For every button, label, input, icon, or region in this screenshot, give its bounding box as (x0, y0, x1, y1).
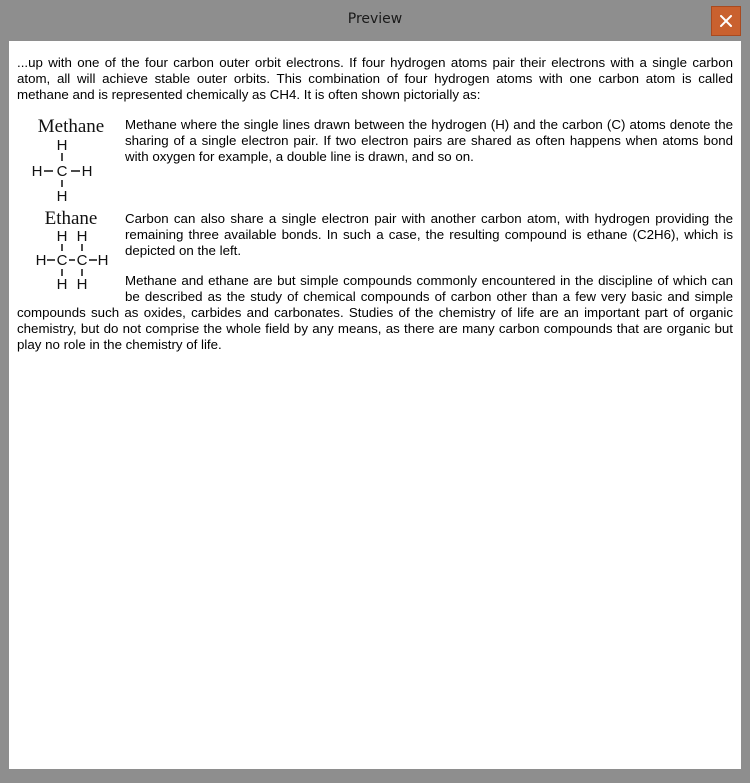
document-text (17, 55, 733, 353)
ethane-figure-title: Ethane (44, 208, 98, 229)
methane-h-left: H (31, 163, 43, 180)
ethane-c-1: C (56, 252, 68, 269)
ethane-h-bottom-1: H (56, 276, 68, 291)
intro-paragraph: ...up with one of the four carbon outer orbit electrons. If four hydrogen atoms pair their electrons with a single carbon atom, all will achieve stable outer orbits. This combination of four hydrogen atoms with one carbon atom is called methane and is represented chemically as CH4. It is often shown pictorially as: (17, 55, 733, 102)
methane-structure (17, 135, 125, 205)
methane-h-right: H (81, 163, 93, 180)
ethane-h-bottom-2: H (76, 276, 88, 291)
preview-content (9, 41, 741, 769)
methane-paragraph: Methane where the single lines drawn between the hydrogen (H) and the carbon (C) atoms denote the sharing of a single electron pair. If two electron pairs are shared as often happens when atoms bond with oxygen for example, a double line is drawn, and so on. (125, 117, 733, 164)
ethane-structure (17, 227, 125, 291)
ethane-h-right: H (97, 252, 109, 269)
ethane-figure (17, 208, 125, 301)
close-icon (720, 15, 732, 27)
closing-paragraph: Methane and ethane are but simple compounds commonly encountered in the discipline of which can be described as the study of chemical compounds of carbon other than a few very basic and simple compounds such as oxides, carbides and carbonates. Studies of the chemistry of life are an important part of organic chemistry, but do not comprise the whole field by any means, as there are many carbon compounds that are organic but play no role in the chemistry of life. (17, 273, 733, 352)
methane-h-bottom: H (56, 188, 68, 205)
title-bar[interactable] (0, 0, 750, 40)
methane-c: C (56, 163, 68, 180)
ethane-paragraph: Carbon can also share a single electron pair with another carbon atom, with hydrogen providing the remaining three available bonds. In such a case, the resulting compound is ethane (C2H6), which is depicted on the left. (125, 211, 733, 258)
ethane-h-top-1: H (56, 228, 68, 245)
methane-figure (17, 116, 125, 211)
window-title: Preview (347, 11, 403, 27)
methane-figure-title: Methane (37, 116, 105, 137)
methane-h-top: H (56, 137, 68, 154)
ethane-c-2: C (76, 252, 88, 269)
close-button[interactable] (711, 6, 741, 36)
ethane-h-top-2: H (76, 228, 88, 245)
ethane-h-left: H (35, 252, 47, 269)
